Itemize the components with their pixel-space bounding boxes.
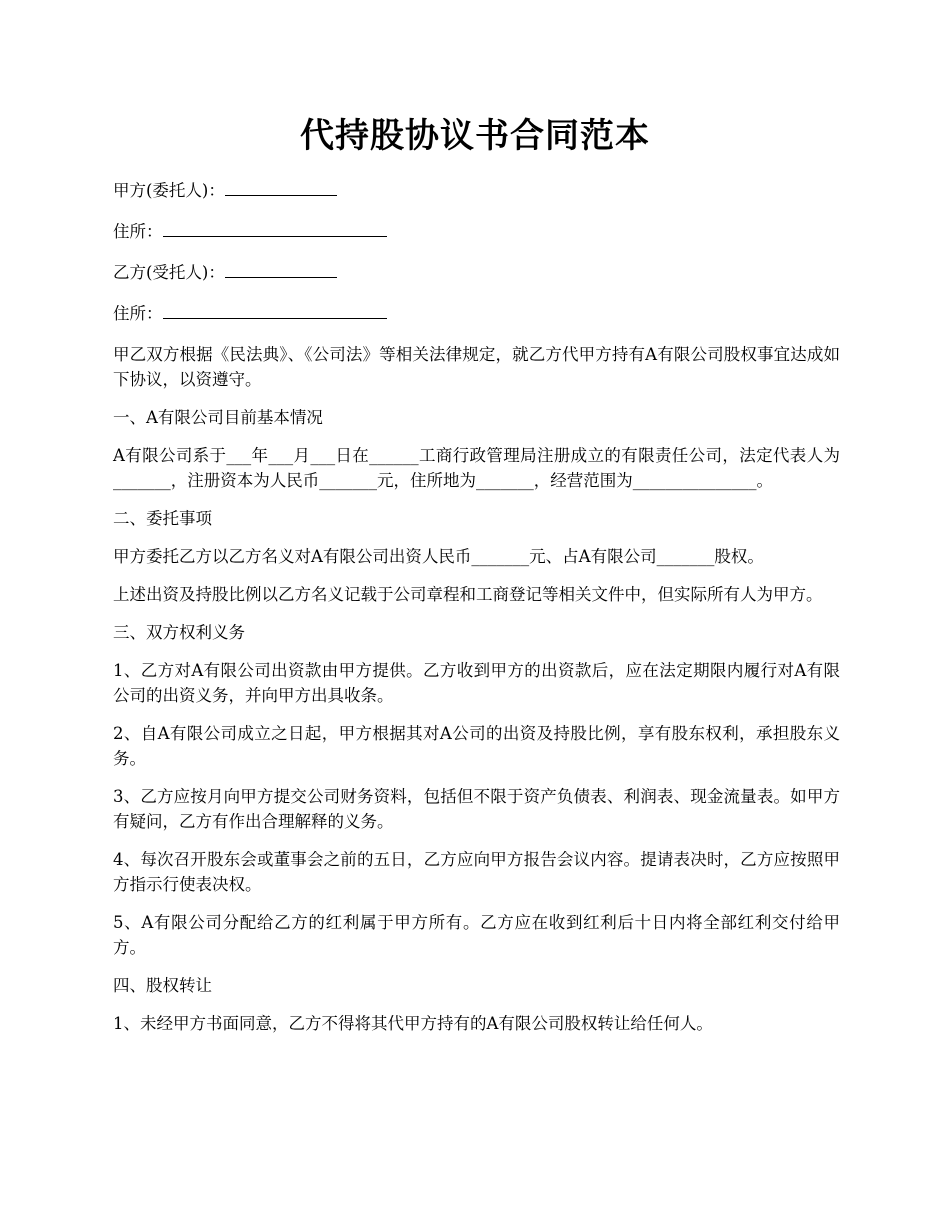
section-heading-1: 一、A有限公司目前基本情况: [113, 408, 323, 427]
party-a-address-blank: [163, 220, 387, 237]
party-b-label: 乙方(受托人)：: [113, 263, 225, 282]
section-3-paragraph-4: 4、每次召开股东会或董事会之前的五日，乙方应向甲方报告会议内容。提请表决时，乙方应按照甲方指示行使表决权。: [113, 850, 840, 894]
intro-paragraph: 甲乙双方根据《民法典》、《公司法》等相关法律规定，就乙方代甲方持有A有限公司股权事宜达成如下协议，以资遵守。: [113, 345, 840, 389]
section-3-paragraph-3: 3、乙方应按月向甲方提交公司财务资料，包括但不限于资产负债表、利润表、现金流量表。如甲方有疑问，乙方有作出合理解释的义务。: [113, 787, 840, 831]
section-2-paragraph-2: 上述出资及持股比例以乙方名义记载于公司章程和工商登记等相关文件中，但实际所有人为甲方。: [113, 585, 823, 604]
section-3-paragraph-2: 2、自A有限公司成立之日起，甲方根据其对A公司的出资及持股比例，享有股东权利，承担股东义务。: [113, 724, 840, 768]
section-3-paragraph-5: 5、A有限公司分配给乙方的红利属于甲方所有。乙方应在收到红利后十日内将全部红利交付给甲方。: [113, 913, 840, 957]
party-b-address-blank: [163, 302, 387, 319]
section-1-paragraph-1: A有限公司系于___年___月___日在______工商行政管理局注册成立的有限责任公司，法定代表人为_______，注册资本为人民币_______元，住所地为_______，经营范围为_______________。: [113, 446, 840, 490]
document-body: [113, 178, 840, 1049]
section-3-paragraph-1: 1、乙方对A有限公司出资款由甲方提供。乙方收到甲方的出资款后，应在法定期限内履行对A有限公司的出资义务，并向甲方出具收条。: [113, 661, 840, 705]
party-b-address-field: [113, 301, 840, 326]
party-b-address-label: 住所：: [113, 304, 163, 323]
party-b-blank: [225, 261, 337, 278]
party-a-address-field: [113, 219, 840, 244]
section-4-paragraph-1: 1、未经甲方书面同意，乙方不得将其代甲方持有的A有限公司股权转让给任何人。: [113, 1014, 713, 1033]
section-heading-4: 四、股权转让: [113, 976, 212, 995]
section-heading-3: 三、双方权利义务: [113, 623, 245, 642]
section-2-paragraph-1: 甲方委托乙方以乙方名义对A有限公司出资人民币_______元、占A有限公司_______股权。: [113, 547, 764, 566]
party-b-field: [113, 260, 840, 285]
party-a-label: 甲方(委托人)：: [113, 181, 225, 200]
party-a-address-label: 住所：: [113, 222, 163, 241]
party-a-blank: [225, 179, 337, 196]
section-heading-2: 二、委托事项: [113, 509, 212, 528]
party-a-field: [113, 178, 840, 203]
document-title: 代持股协议书合同范本: [300, 116, 650, 156]
